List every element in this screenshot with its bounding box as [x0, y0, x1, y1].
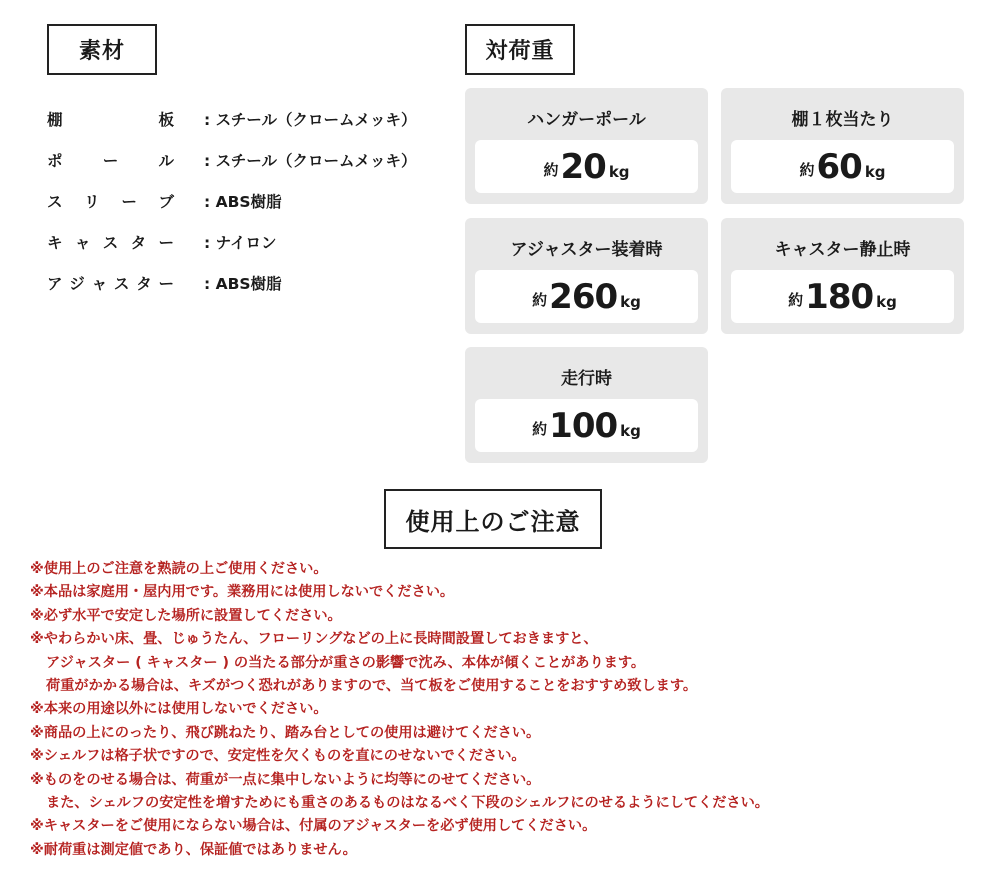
caution-line: ※必ず水平で安定した場所に設置してください。	[30, 607, 342, 624]
load-prefix: 約	[532, 420, 548, 438]
load-unit: kg	[876, 292, 897, 311]
material-heading: 素材	[47, 24, 157, 75]
load-card-title: 走行時	[561, 369, 612, 389]
label-char: リ	[84, 193, 100, 211]
label-char: ア	[47, 275, 63, 293]
label-char: ス	[102, 234, 119, 252]
load-prefix: 約	[799, 161, 815, 179]
load-card-per-shelf	[721, 88, 964, 204]
caution-line: ※ものをのせる場合は、荷重が一点に集中しないように均等にのせてください。	[30, 771, 541, 788]
load-card-title: ハンガーポール	[527, 110, 646, 130]
caution-line: ※シェルフは格子状ですので、安定性を欠くものを直にのせないでください。	[30, 748, 526, 765]
label-char: ー	[121, 193, 137, 211]
load-card-title: キャスター静止時	[774, 240, 911, 260]
load-prefix: 約	[543, 161, 559, 179]
label-char: ス	[113, 275, 130, 293]
material-row-shelf	[47, 107, 416, 131]
caution-line: ※キャスターをご使用にならない場合は、付属のアジャスターを必ず使用してください。	[30, 818, 597, 835]
load-card-title: 棚１枚当たり	[791, 110, 894, 130]
load-number: 60	[816, 146, 862, 187]
load-number: 20	[560, 146, 606, 187]
label-char: ス	[47, 193, 63, 211]
caution-line: ※本来の用途以外には使用しないでください。	[30, 701, 328, 718]
load-unit: kg	[620, 292, 641, 311]
load-heading: 対荷重	[465, 24, 575, 75]
load-unit: kg	[864, 162, 886, 181]
label-char: ル	[158, 152, 174, 170]
material-label	[47, 231, 174, 253]
material-value: : ナイロン	[204, 234, 277, 252]
label-char: ブ	[158, 193, 174, 211]
load-card-value	[731, 140, 954, 193]
load-number: 180	[805, 276, 874, 317]
load-card-value	[475, 140, 698, 193]
label-char: キ	[47, 234, 63, 252]
caution-line: ※耐荷重は測定値であり、保証値ではありません。	[30, 841, 357, 858]
material-label	[47, 108, 174, 130]
label-char: ー	[102, 152, 119, 170]
material-value: : ABS樹脂	[204, 275, 282, 293]
label-char: ャ	[74, 234, 91, 252]
material-row-adjuster	[47, 271, 282, 295]
material-row-pole	[47, 148, 416, 172]
label-char: タ	[136, 275, 152, 293]
label-char: 板	[158, 111, 174, 129]
load-card-hanger-pole	[465, 88, 708, 204]
label-char: ジ	[69, 275, 85, 293]
material-row-caster	[47, 230, 277, 254]
caution-line: また、シェルフの安定性を増すためにも重さのあるものはなるべく下段のシェルフにのせるようにしてください。	[46, 794, 769, 811]
load-card-value	[475, 399, 698, 452]
material-value: : スチール（クロームメッキ）	[204, 152, 417, 170]
caution-line: ※使用上のご注意を熟読の上ご使用ください。	[30, 561, 328, 577]
label-char: タ	[130, 234, 147, 252]
caution-line: 荷重がかかる場合は、キズがつく恐れがありますので、当て板をご使用することをおすすめ致します。	[46, 677, 698, 694]
material-label	[47, 190, 174, 212]
caution-heading: 使用上のご注意	[384, 489, 602, 549]
caution-line: ※本品は家庭用・屋内用です。業務用には使用しないでください。	[30, 584, 455, 601]
material-row-sleeve	[47, 189, 282, 213]
caution-list	[30, 558, 990, 862]
label-char: 棚	[47, 111, 63, 129]
label-char: ー	[158, 234, 174, 252]
load-card-value	[731, 270, 954, 323]
material-value: : スチール（クロームメッキ）	[204, 111, 417, 129]
load-unit: kg	[620, 421, 641, 440]
material-label	[47, 272, 174, 294]
load-prefix: 約	[788, 291, 804, 309]
caution-line: ※やわらかい床、畳、じゅうたん、フローリングなどの上に長時間設置しておきますと、	[30, 631, 598, 648]
label-char: ャ	[91, 275, 108, 293]
load-card-moving	[465, 347, 708, 463]
material-label	[47, 149, 174, 171]
material-value: : ABS樹脂	[204, 193, 282, 211]
load-card-caster-static	[721, 218, 964, 334]
load-card-title: アジャスター装着時	[510, 240, 663, 260]
load-number: 260	[549, 276, 618, 317]
caution-line: ※商品の上にのったり、飛び跳ねたり、踏み台としての使用は避けてください。	[30, 724, 541, 741]
label-char: ー	[158, 275, 174, 293]
load-number: 100	[549, 405, 618, 446]
load-card-adjuster	[465, 218, 708, 334]
load-card-value	[475, 270, 698, 323]
load-prefix: 約	[532, 291, 548, 309]
caution-line: アジャスター ( キャスター ) の当たる部分が重さの影響で沈み、本体が傾くことがあります。	[46, 654, 646, 671]
load-unit: kg	[608, 162, 630, 181]
label-char: ポ	[47, 152, 63, 170]
